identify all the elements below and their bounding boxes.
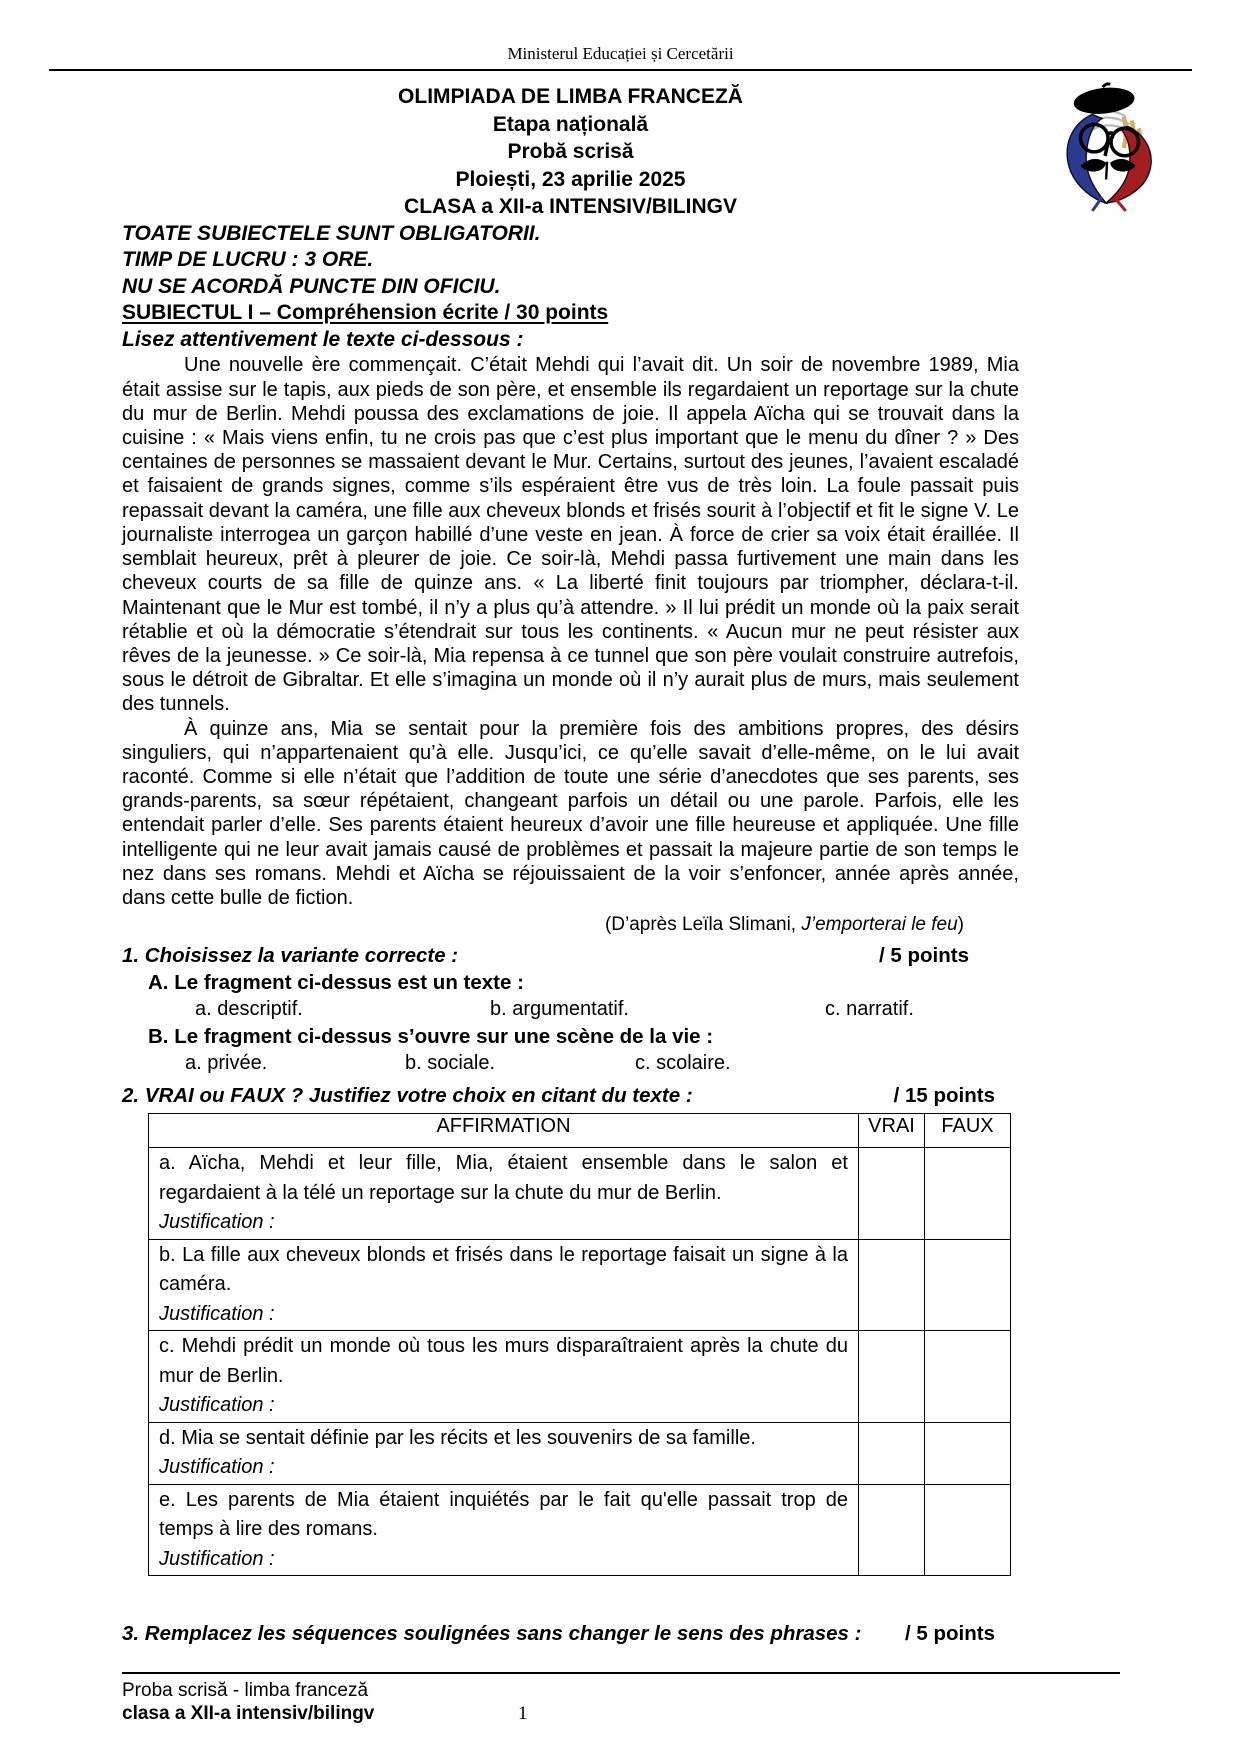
attribution-book-title: J’emporterai le feu — [801, 914, 958, 936]
vrai-cell-d — [859, 1422, 925, 1484]
page-content — [122, 83, 1019, 1647]
option-1a-b: b. argumentatif. — [490, 998, 629, 1021]
subject1-heading: SUBIECTUL I – Compréhension écrite / 30 points — [122, 301, 609, 325]
faux-cell-e — [925, 1484, 1011, 1576]
source-attribution — [122, 913, 1019, 937]
footer-class: clasa a XII-a intensiv/bilingv — [122, 1703, 375, 1724]
option-1a-a: a. descriptif. — [195, 998, 303, 1021]
olympiad-logo — [1053, 76, 1171, 216]
faux-cell-b — [925, 1239, 1011, 1331]
justification-label-c: Justification : — [159, 1394, 275, 1417]
table-row-c — [149, 1331, 1011, 1423]
page-footer — [122, 1672, 1120, 1725]
vrai-cell-c — [859, 1331, 925, 1423]
option-1b-c: c. scolaire. — [635, 1052, 731, 1075]
table-row-e — [149, 1484, 1011, 1576]
reading-paragraph-1: Une nouvelle ère commençait. C’était Mehdi qui l’avait dit. Un soir de novembre 1989, Mia était assise sur le tapis, aux pieds de son père, et ensemble ils regardaient un reportage sur la chute du mur de Berlin. Mehdi poussa des exclamations de joie. Il appela Aïcha qui se trouvait dans la cuisine : « Mais viens enfin, tu ne crois pas que c’est plus important que le menu du dîner ? » Des centaines de personnes se massaient devant le Mur. Certains, surtout des jeunes, l’avaient escaladé et faisaient de grands signes, comme s’ils espéraient être vus de très loin. La foule passait puis repassait devant la caméra, une fille aux cheveux blonds et frisés sourit à l’objectif et fit le signe V. Le journaliste interrogea un garçon habillé d’une veste en jean. À force de crier sa voix était éraillée. Il semblait heureux, prêt à pleurer de joie. Ce soir-là, Mehdi passa furtivement une main dans les cheveux courts de sa fille de quinze ans. « La liberté finit toujours par triompher, déclara-t-il. Maintenant que le Mur est tombé, il n’y a plus qu’à attendre. » Il lui prédit un monde où la paix serait rétablie et où la démocratie s’étendrait sur tous les continents. « Aucun mur ne peut résister aux rêves de la jeunesse. » Ce soir-là, Mia repensa à ce tunnel que son père voulait construire autrefois, sous le détroit de Gibraltar. Et elle s’imagina un monde où il n’y aurait plus de murs, mais seulement des tunnels. — [122, 354, 1019, 716]
table-row-d — [149, 1422, 1011, 1484]
table-row-a — [149, 1148, 1011, 1240]
question-2-points: / 15 points — [893, 1084, 995, 1108]
question-3-points: / 5 points — [905, 1622, 995, 1646]
page-number: 1 — [518, 1703, 528, 1724]
footer-exam-type: Proba scrisă - limba franceză — [122, 1680, 369, 1701]
title-line-stage: Etapa națională — [492, 112, 649, 136]
question-1-points: / 5 points — [879, 944, 969, 968]
option-1b-b: b. sociale. — [405, 1052, 496, 1075]
title-block — [122, 83, 1019, 221]
header-divider — [49, 69, 1192, 71]
table-row-b — [149, 1239, 1011, 1331]
statement-c: c. Mehdi prédit un monde où tous les murs disparaîtraient après la chute du mur de Berlin. — [159, 1335, 848, 1387]
faux-cell-c — [925, 1331, 1011, 1423]
title-line-olympiad: OLIMPIADA DE LIMBA FRANCEZĂ — [398, 85, 743, 108]
ministry-header: Ministerul Educației și Cercetării — [507, 44, 734, 63]
table-header-row — [149, 1114, 1011, 1148]
vrai-cell-a — [859, 1148, 925, 1240]
statement-e: e. Les parents de Mia étaient inquiétés par le fait qu'elle passait trop de temps à lire des romans. — [159, 1488, 848, 1541]
instruction-no-default-points: NU SE ACORDĂ PUNCTE DIN OFICIU. — [122, 274, 501, 298]
vrai-cell-e — [859, 1484, 925, 1576]
statement-d: d. Mia se sentait définie par les récits et les souvenirs de sa famille. — [159, 1426, 756, 1449]
title-line-location-date: Ploiești, 23 aprilie 2025 — [455, 167, 686, 191]
justification-label-e: Justification : — [159, 1547, 275, 1570]
question-1a-heading: A. Le fragment ci-dessus est un texte : — [148, 971, 524, 995]
option-1a-c: c. narratif. — [825, 998, 914, 1021]
question-1b-options — [122, 1050, 1019, 1077]
vrai-cell-b — [859, 1239, 925, 1331]
question-1-label: 1. Choisissez la variante correcte : — [122, 944, 459, 968]
title-line-class: CLASA a XII-a INTENSIV/BILINGV — [404, 195, 737, 218]
general-instructions — [122, 221, 1019, 301]
faux-cell-d — [925, 1422, 1011, 1484]
title-line-proba: Probă scrisă — [507, 140, 634, 163]
attribution-suffix: ) — [957, 914, 964, 936]
read-instruction: Lisez attentivement le texte ci-dessous : — [122, 327, 524, 351]
statement-a: a. Aïcha, Mehdi et leur fille, Mia, étaient ensemble dans le salon et regardaient à la télé un reportage sur la chute du mur de Berlin. — [159, 1152, 848, 1204]
footer-divider — [122, 1672, 1120, 1674]
reading-paragraph-2: À quinze ans, Mia se sentait pour la première fois des ambitions propres, des désirs singuliers, qui n’appartenaient qu’à elle. Jusqu’ici, ce qu’elle savait d’elle-même, on le lui avait raconté. Comme si elle n’était que l’addition de toute une série d’anecdotes que ses parents, ses grands-parents, sa sœur répétaient, changeant parfois un détail ou une parole. Parfois, elle les entendait parler d’elle. Ses parents étaient heureux d’avoir une fille heureuse et appliquée. Une fille intelligente qui ne leur avait jamais causé de problèmes et passait la majeure partie de son temps le nez dans ses romans. Mehdi et Aïcha se réjouissaient de la voir s’enfoncer, année après année, dans cette bulle de fiction. — [122, 717, 1019, 909]
statement-b: b. La fille aux cheveux blonds et frisés dans le reportage faisait un signe à la caméra. — [159, 1243, 848, 1296]
header-faux: FAUX — [925, 1114, 1011, 1148]
question-1b-heading: B. Le fragment ci-dessus s’ouvre sur une scène de la vie : — [148, 1025, 714, 1049]
option-1b-a: a. privée. — [185, 1052, 268, 1075]
question-2-label: 2. VRAI ou FAUX ? Justifiez votre choix en citant du texte : — [122, 1084, 693, 1108]
faux-cell-a — [925, 1148, 1011, 1240]
header-affirmation: AFFIRMATION — [149, 1114, 859, 1148]
justification-label-d: Justification : — [159, 1456, 275, 1479]
question-1-header — [122, 942, 1019, 969]
question-2-header — [122, 1082, 1019, 1109]
justification-label-b: Justification : — [159, 1302, 275, 1325]
header-vrai: VRAI — [859, 1114, 925, 1148]
question-1a-options — [122, 996, 1019, 1023]
vrai-faux-table — [148, 1113, 1011, 1576]
instruction-time: TIMP DE LUCRU : 3 ORE. — [122, 248, 374, 272]
attribution-prefix: (D’après Leïla Slimani, — [604, 914, 802, 936]
justification-label-a: Justification : — [159, 1211, 275, 1234]
question-3-label: 3. Remplacez les séquences soulignées sans changer le sens des phrases : — [122, 1622, 862, 1646]
question-3-header — [122, 1620, 1019, 1647]
instruction-mandatory: TOATE SUBIECTELE SUNT OBLIGATORII. — [122, 221, 541, 245]
